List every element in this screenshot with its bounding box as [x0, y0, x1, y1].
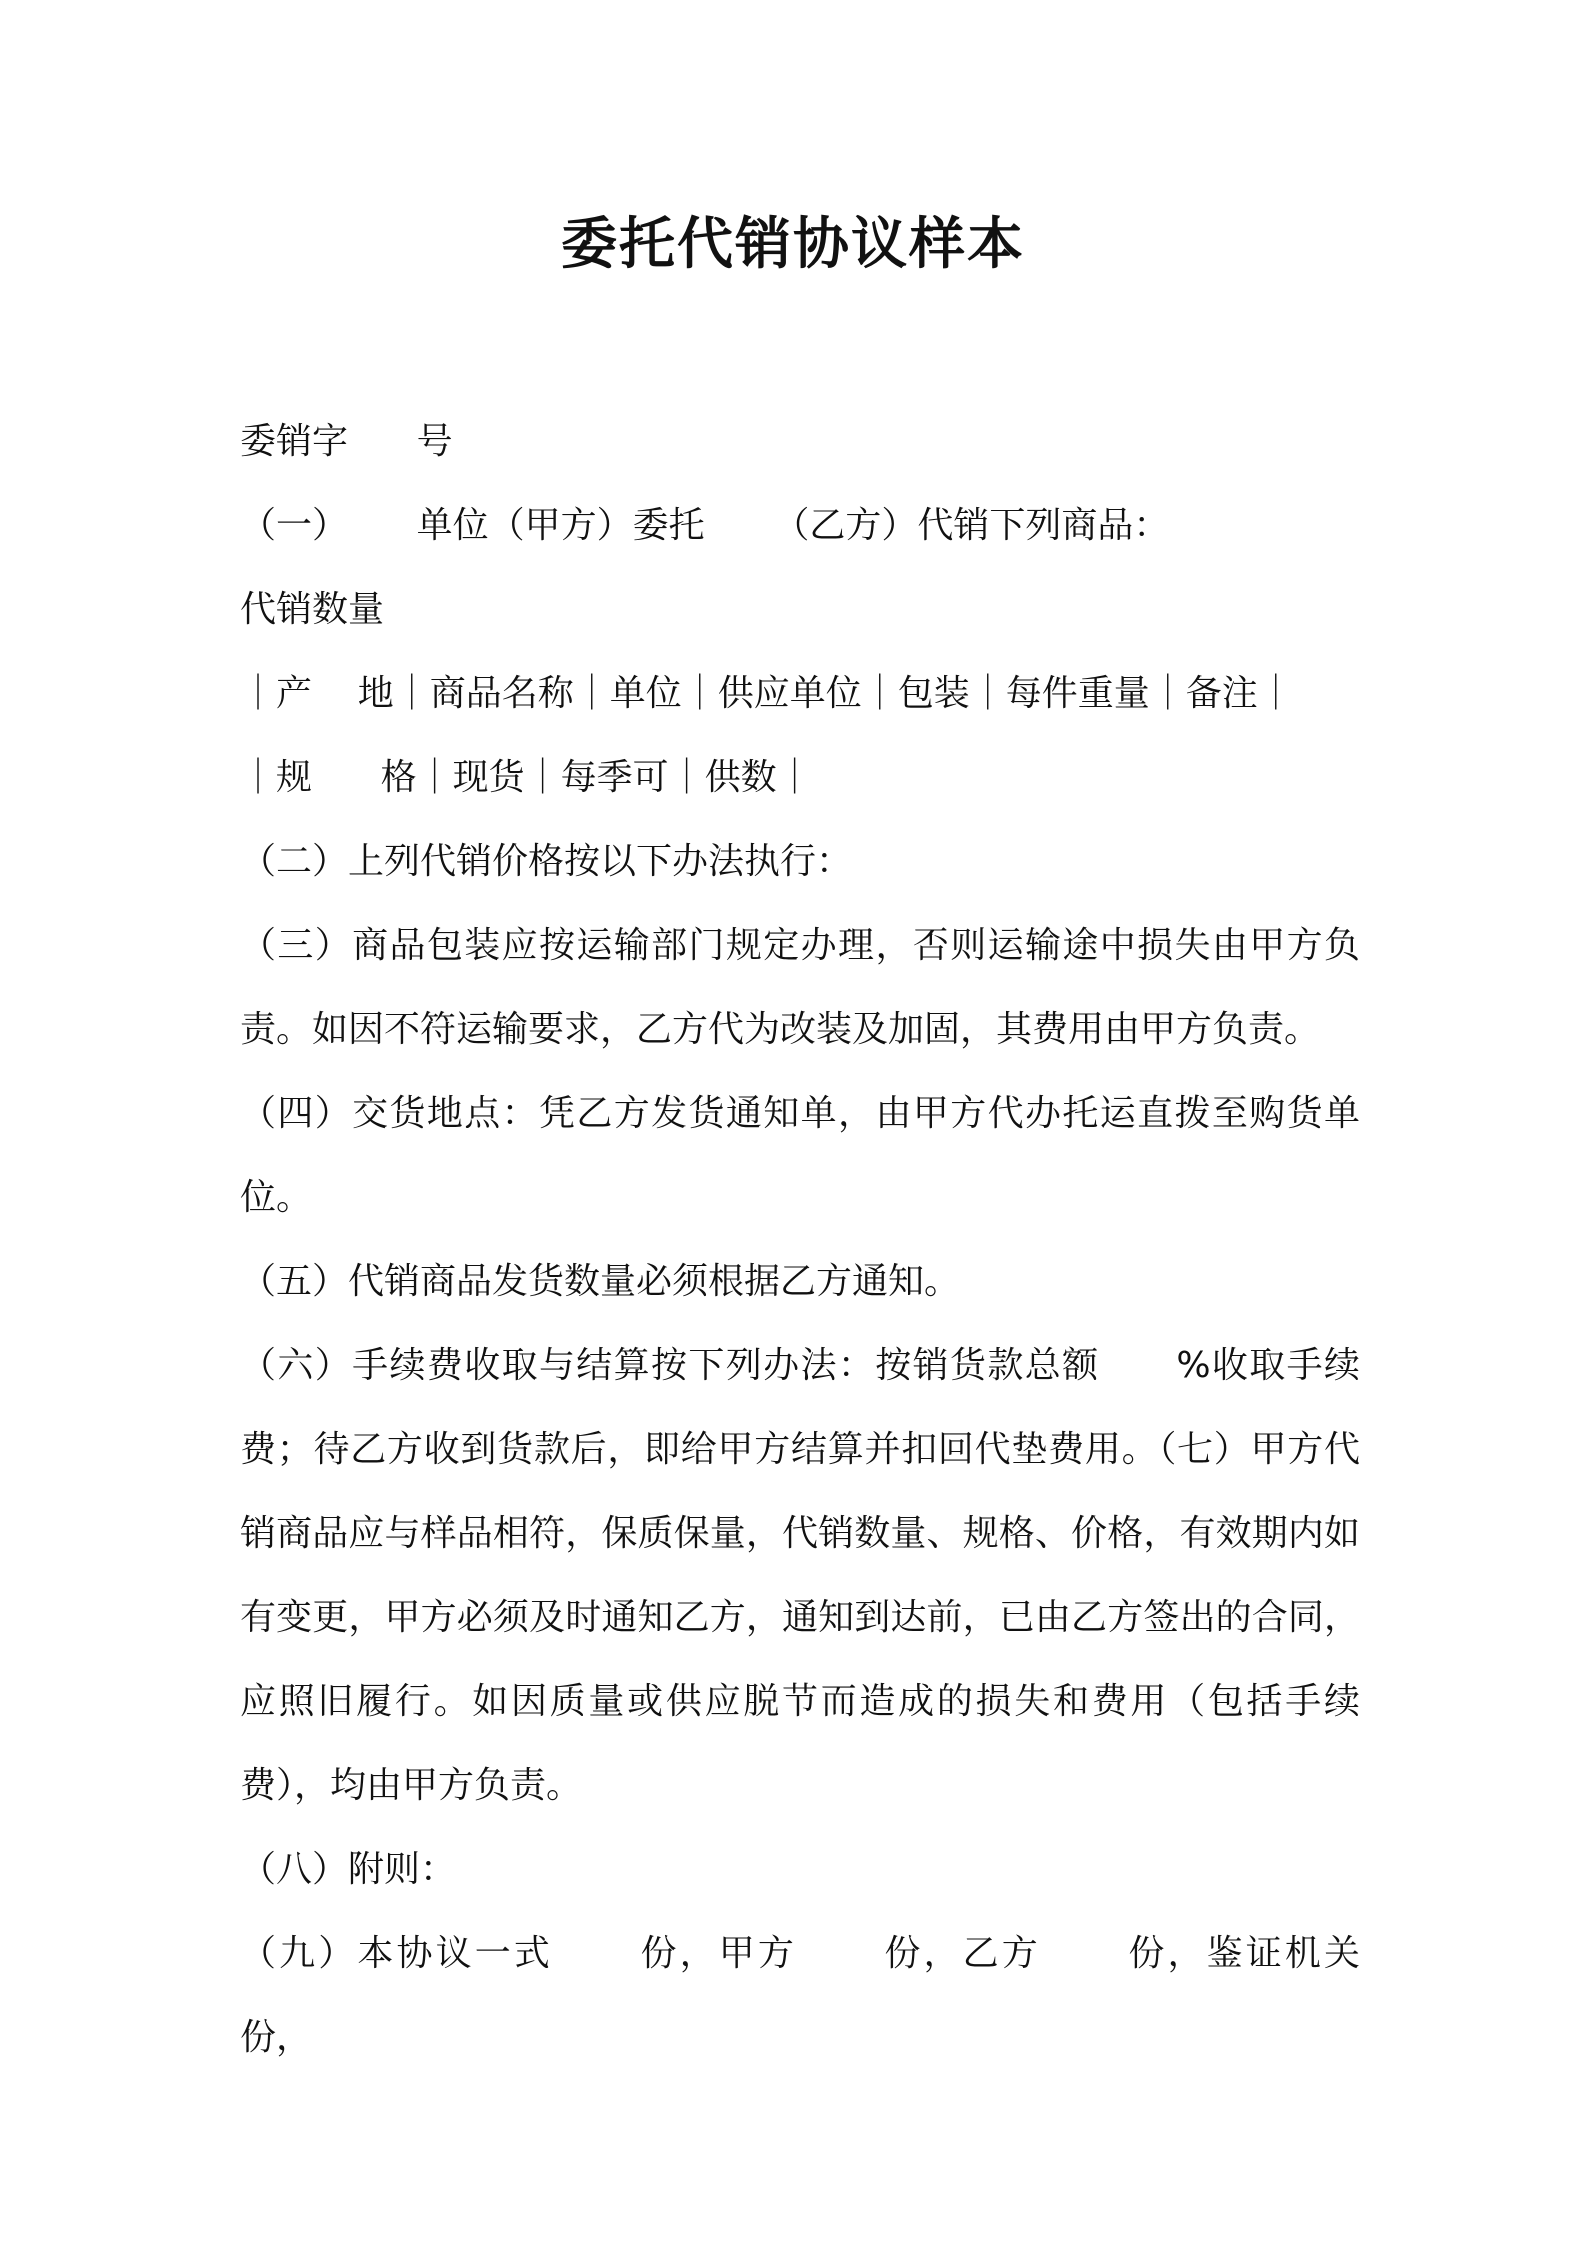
paragraph-clause-8: （八）附则：: [240, 1849, 457, 1890]
document-title: 委托代销协议样本: [561, 212, 1025, 277]
paragraph-clause-3: （三）商品包装应按运输部门规定办理，否则运输途中损失由甲方负责。如因不符运输要求，乙方代为改装及加固，其费用由甲方负责。: [240, 925, 1360, 1050]
document-body: [240, 400, 1429, 2080]
paragraph-clause-1: （一） 单位（甲方）委托 （乙方）代销下列商品：: [240, 505, 1170, 546]
paragraph-quantity-heading: 代销数量: [240, 589, 385, 630]
paragraph-clause-6-7: （六）手续费收取与结算按下列办法：按销货款总额 %收取手续费；待乙方收到货款后，即给甲方结算并扣回代垫费用。（七）甲方代销商品应与样品相符，保质保量，代销数量、规格、价格，有效期内如有变更，甲方必须及时通知乙方，通知到达前，已由乙方签出的合同，应照旧履行。如因质量或供应脱节而造成的损失和费用（包括手续费），均由甲方负责。: [240, 1345, 1360, 1806]
paragraph-table-row-2: ｜规 格｜现货｜每季可｜供数｜: [240, 757, 813, 798]
paragraph-clause-9: （九）本协议一式 份，甲方 份，乙方 份，鉴证机关 份，: [240, 1933, 1429, 2058]
paragraph-clause-4: （四）交货地点：凭乙方发货通知单，由甲方代办托运直拨至购货单位。: [240, 1093, 1360, 1218]
paragraph-clause-5: （五）代销商品发货数量必须根据乙方通知。: [240, 1261, 961, 1302]
paragraph-table-row-1: ｜产 地｜商品名称｜单位｜供应单位｜包装｜每件重量｜备注｜: [240, 673, 1294, 714]
paragraph-reference-number: 委销字 号: [240, 421, 453, 462]
paragraph-clause-2: （二）上列代销价格按以下办法执行：: [240, 841, 853, 882]
